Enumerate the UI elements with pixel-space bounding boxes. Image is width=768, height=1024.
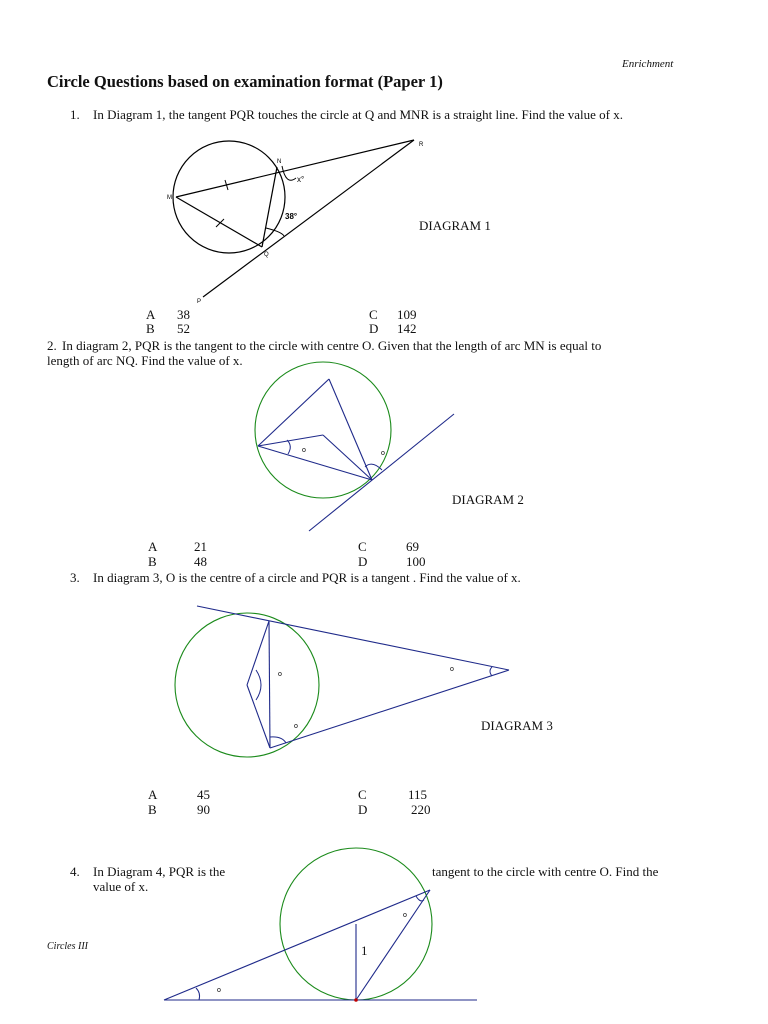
q1-option-c-value: 109 <box>397 307 417 322</box>
diagram-1-label-q: Q <box>264 252 269 258</box>
q3-option-b-letter: B <box>148 802 157 817</box>
diagram-4-deg-top: o <box>403 912 407 919</box>
q1-number: 1. <box>70 107 80 122</box>
diagram-4-tangent-point <box>354 998 358 1002</box>
q4-text-left: In Diagram 4, PQR is the <box>93 864 226 879</box>
q3-option-c-letter: C <box>358 787 367 802</box>
diagram-1-label-p: P <box>197 299 202 305</box>
header-category: Enrichment <box>622 58 674 70</box>
diagram-4-angle-top-arc <box>416 896 424 901</box>
diagram-3-deg-apex: o <box>450 666 454 673</box>
q2-option-b-value: 48 <box>194 554 207 569</box>
diagram-1-label-r: R <box>419 142 424 148</box>
diagram-4-deg-p: o <box>217 987 221 994</box>
diagram-1-label-m: M <box>167 195 172 201</box>
q2-option-d-value: 100 <box>406 554 426 569</box>
q2-text-line1: In diagram 2, PQR is the tangent to the circle with centre O. Given that the length of arc MN is equal to <box>62 338 602 353</box>
diagram-1-angle-x: x° <box>297 175 305 184</box>
q1-option-b-value: 52 <box>177 321 190 336</box>
q1-option-b-letter: B <box>146 321 155 336</box>
diagram-2-deg-2: o <box>381 450 385 457</box>
q3-number: 3. <box>70 570 80 585</box>
q3-option-d-letter: D <box>358 802 368 817</box>
q1-option-d-value: 142 <box>397 321 417 336</box>
q1-text: In Diagram 1, the tangent PQR touches the circle at Q and MNR is a straight line. Find the value of x. <box>93 107 623 122</box>
diagram-1-label-n: N <box>277 159 282 165</box>
q3-option-a-letter: A <box>148 787 158 802</box>
diagram-1-label: DIAGRAM 1 <box>419 218 491 233</box>
q4-text-right: tangent to the circle with centre O. Find the <box>432 864 659 879</box>
q1-option-c-letter: C <box>369 307 378 322</box>
q3-option-c-value: 115 <box>408 787 428 802</box>
diagram-3-deg-bottom: o <box>294 723 298 730</box>
q2-option-a-value: 21 <box>194 539 207 554</box>
q2-option-c-value: 69 <box>406 539 419 554</box>
q1-option-d-letter: D <box>369 321 379 336</box>
q2-option-a-letter: A <box>148 539 158 554</box>
q2-option-c-letter: C <box>358 539 367 554</box>
q1-option-a-letter: A <box>146 307 156 322</box>
footer-text: Circles III <box>47 941 89 952</box>
q3-option-a-value: 45 <box>197 787 210 802</box>
q2-number: 2. <box>47 338 57 353</box>
q3-text: In diagram 3, O is the centre of a circle and PQR is a tangent . Find the value of x. <box>93 570 521 585</box>
diagram-4-mark: 1 <box>361 943 368 958</box>
q4-number: 4. <box>70 864 80 879</box>
q2-text-line2: length of arc NQ. Find the value of x. <box>47 353 243 368</box>
q3-option-b-value: 90 <box>197 802 210 817</box>
q2-option-d-letter: D <box>358 554 368 569</box>
diagram-3-deg-centre: o <box>278 671 282 678</box>
diagram-4-secant <box>164 890 430 1000</box>
diagram-3-label: DIAGRAM 3 <box>481 718 553 733</box>
q3-option-d-value: 220 <box>411 802 431 817</box>
diagram-2-label: DIAGRAM 2 <box>452 492 524 507</box>
diagram-2-deg-1: o <box>302 447 306 454</box>
diagram-4-angle-p-arc <box>196 988 200 1000</box>
q1-option-a-value: 38 <box>177 307 190 322</box>
q4-text-line2: value of x. <box>93 879 149 894</box>
q2-option-b-letter: B <box>148 554 157 569</box>
diagram-1-angle-38: 38° <box>285 212 298 221</box>
page-title: Circle Questions based on examination format (Paper 1) <box>47 72 443 91</box>
